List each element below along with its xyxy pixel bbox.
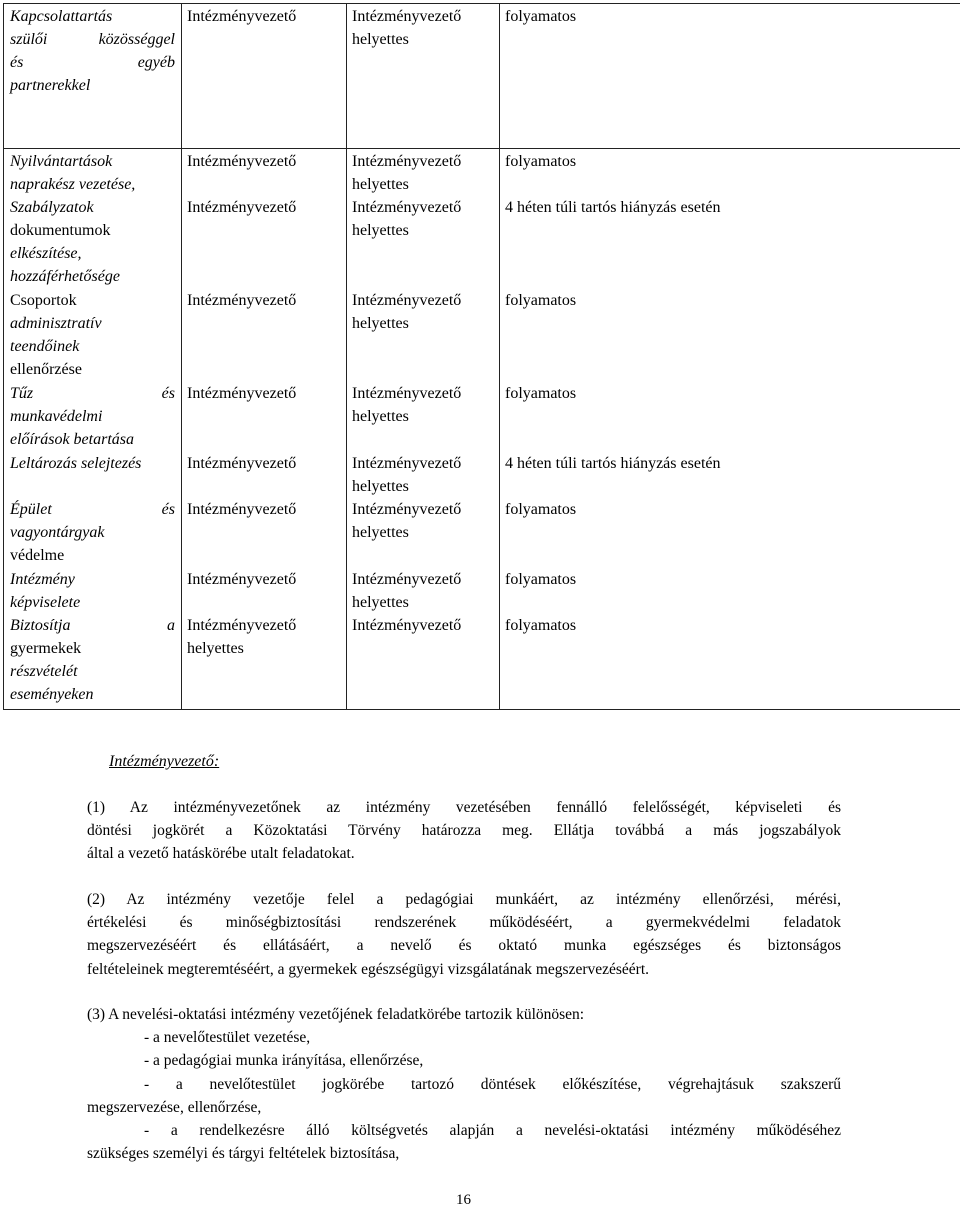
- deputy-4-line-1: helyettes: [352, 408, 409, 425]
- deputy-2-line-0: Intézményvezető: [352, 199, 462, 216]
- list-item: - a nevelőtestület vezetése,: [144, 1029, 311, 1047]
- task-2-line-0: Szabályzatok: [10, 199, 94, 216]
- responsible-2: Intézményvezető: [187, 199, 297, 216]
- deputy-7-line-0: Intézményvezető: [352, 571, 462, 588]
- paragraph-3: [87, 1003, 841, 1165]
- frequency-5: 4 héten túli tartós hiányzás esetén: [505, 455, 721, 472]
- deputy-6-line-0: Intézményvezető: [352, 501, 462, 518]
- task-0-line-3: partnerekkel: [10, 77, 91, 94]
- paragraph-3-intro: (3) A nevelési-oktatási intézmény vezetőjének feladatkörébe tartozik különösen:: [87, 1006, 585, 1023]
- responsible-4: Intézményvezető: [187, 385, 297, 402]
- deputy-5-line-0: Intézményvezető: [352, 455, 462, 472]
- paragraph-1-line: döntési jogkörét a Közoktatási Törvény határozza meg. Ellátja továbbá a más jogszabályok: [87, 822, 841, 840]
- task-2-line-1: dokumentumok: [10, 222, 111, 239]
- task-word: közösséggel: [98, 31, 175, 48]
- task-1-line-0: Nyilvántartások: [10, 153, 113, 170]
- task-word: szülői: [10, 31, 48, 48]
- task-6-line-0: [10, 498, 175, 521]
- task-3-line-0: Csoportok: [10, 292, 77, 309]
- task-3-line-1: adminisztratív: [10, 315, 102, 332]
- deputy-8-line-0: Intézményvezető: [352, 617, 462, 634]
- section-heading: Intézményvezető:: [109, 753, 220, 770]
- task-4-line-0: [10, 382, 175, 405]
- task-word: és: [161, 501, 175, 518]
- task-2-line-3: hozzáférhetősége: [10, 268, 120, 285]
- task-word: Épület: [10, 501, 52, 518]
- task-word: Tűz: [10, 385, 34, 402]
- task-1-line-1: naprakész vezetése,: [10, 176, 136, 193]
- deputy-3-line-0: Intézményvezető: [352, 292, 462, 309]
- task-8-line-2: részvételét: [10, 663, 78, 680]
- frequency-1: folyamatos: [505, 153, 577, 170]
- paragraph-2-line: megszervezéséért és ellátásáért, a nevelő és oktató munka egészséges és biztonságos: [87, 937, 841, 955]
- page-number: 16: [456, 1192, 471, 1208]
- frequency-8: folyamatos: [505, 617, 577, 634]
- deputy-5-line-1: helyettes: [352, 478, 409, 495]
- responsible-0: Intézményvezető: [187, 8, 297, 25]
- deputy-4-line-0: Intézményvezető: [352, 385, 462, 402]
- task-0-line-2: [10, 51, 175, 74]
- paragraph-2: [87, 888, 841, 981]
- task-0-line-0: Kapcsolattartás: [10, 8, 113, 25]
- task-6-line-1: vagyontárgyak: [10, 524, 105, 541]
- task-8-line-1: gyermekek: [10, 640, 82, 657]
- task-4-line-1: munkavédelmi: [10, 408, 103, 425]
- responsible-3: Intézményvezető: [187, 292, 297, 309]
- task-word: egyéb: [137, 54, 175, 71]
- list-item-continuation: megszervezése, ellenőrzése,: [87, 1098, 262, 1116]
- frequency-6: folyamatos: [505, 501, 577, 518]
- task-5-line-0: Leltározás selejtezés: [10, 455, 142, 472]
- responsible-7: Intézményvezető: [187, 571, 297, 588]
- frequency-4: folyamatos: [505, 385, 577, 402]
- responsible-6: Intézményvezető: [187, 501, 297, 518]
- responsible-8-line-1: helyettes: [187, 640, 244, 657]
- task-3-line-3: ellenőrzése: [10, 361, 82, 378]
- responsible-5: Intézményvezető: [187, 455, 297, 472]
- responsible-8-line-0: Intézményvezető: [187, 617, 297, 634]
- frequency-7: folyamatos: [505, 571, 577, 588]
- list-item: - a pedagógiai munka irányítása, ellenőrzése,: [144, 1052, 424, 1070]
- task-7-line-1: képviselete: [10, 594, 81, 611]
- deputy-1-line-0: Intézményvezető: [352, 153, 462, 170]
- paragraph-2-line: (2) Az intézmény vezetője felel a pedagógiai munkáért, az intézmény ellenőrzési, mérési,: [87, 891, 841, 908]
- deputy-6-line-1: helyettes: [352, 524, 409, 541]
- task-word: és: [10, 54, 24, 71]
- task-word: és: [161, 385, 175, 402]
- task-4-line-2: előírások betartása: [10, 431, 134, 448]
- paragraph-1-line: (1) Az intézményvezetőnek az intézmény vezetésében fennálló felelősségét, képviseleti és: [87, 799, 841, 816]
- task-8-line-0: [10, 614, 175, 637]
- task-0-line-1: [10, 28, 175, 51]
- task-7-line-0: Intézmény: [10, 571, 75, 588]
- paragraph-2-line: feltételeinek megteremtéséért, a gyermekek egészségügyi vizsgálatának megszervezéséért.: [87, 960, 650, 978]
- deputy-2-line-1: helyettes: [352, 222, 409, 239]
- task-3-line-2: teendőinek: [10, 338, 80, 355]
- paragraph-2-line: értékelési és minőségbiztosítási rendszerének működéséért, a gyermekvédelmi feladatok: [87, 914, 841, 932]
- task-2-line-2: elkészítése,: [10, 245, 82, 262]
- deputy-0-line-0: Intézményvezető: [352, 8, 462, 25]
- list-item: - a nevelőtestület jogkörébe tartozó döntések előkészítése, végrehajtásuk szakszerű: [144, 1075, 841, 1093]
- frequency-3: folyamatos: [505, 292, 577, 309]
- responsible-1: Intézményvezető: [187, 153, 297, 170]
- deputy-1-line-1: helyettes: [352, 176, 409, 193]
- task-word: Biztosítja: [10, 617, 71, 634]
- task-6-line-2: védelme: [10, 547, 65, 564]
- frequency-0: folyamatos: [505, 8, 577, 25]
- deputy-7-line-1: helyettes: [352, 594, 409, 611]
- paragraph-1-line: által a vezető hatáskörébe utalt feladatokat.: [87, 845, 355, 863]
- deputy-0-line-1: helyettes: [352, 31, 409, 48]
- deputy-3-line-1: helyettes: [352, 315, 409, 332]
- frequency-2: 4 héten túli tartós hiányzás esetén: [505, 199, 721, 216]
- list-item: - a rendelkezésre álló költségvetés alapján a nevelési-oktatási intézmény működéséhez: [144, 1122, 841, 1140]
- task-8-line-3: eseményeken: [10, 686, 94, 703]
- paragraph-1: [87, 796, 841, 866]
- task-word: a: [167, 617, 175, 634]
- list-item-continuation: szükséges személyi és tárgyi feltételek biztosítása,: [87, 1145, 400, 1163]
